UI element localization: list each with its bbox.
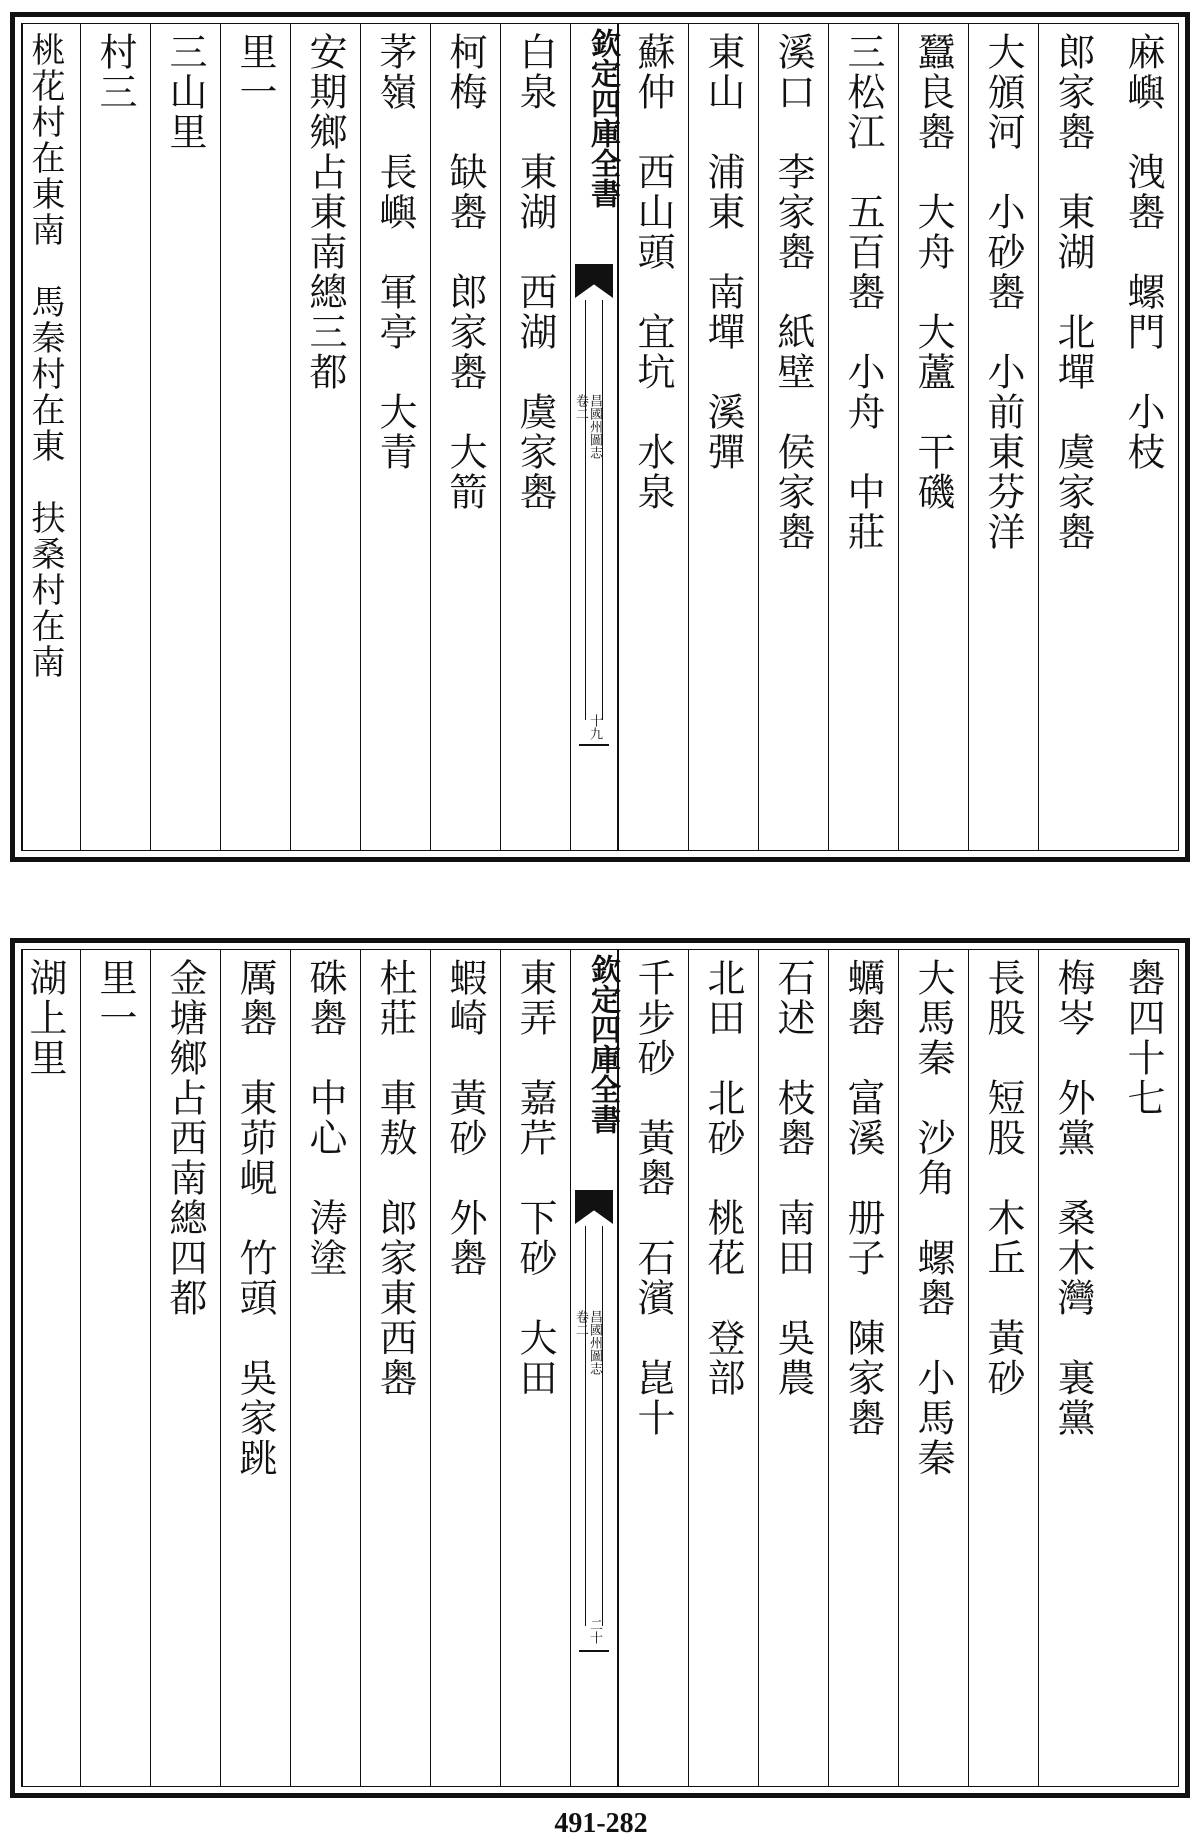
text-column: 長股 短股 木丘 黃砂 (968, 950, 1038, 1786)
text-column: 茅嶺 長嶼 軍亭 大青 (360, 24, 430, 850)
folio-number: 二十 (587, 1618, 602, 1644)
spine-top (570, 24, 618, 850)
text-column: 石述 枝嶴 南田 吳農 (758, 950, 828, 1786)
text-column: 湖上里 (22, 950, 80, 1786)
text-column: 里一 (220, 24, 290, 850)
text-column: 三松江 五百嶴 小舟 中莊 (828, 24, 898, 850)
text-column: 金塘鄉占西南總四都 (150, 950, 220, 1786)
fish-tail-mark (575, 264, 613, 298)
text-column: 桃花村在東南 馬秦村在東 扶桑村在南 (22, 24, 80, 850)
series-title: 欽定四庫全書 (585, 28, 620, 208)
text-column: 白泉 東湖 西湖 虞家嶴 (500, 24, 570, 850)
text-column: 蠶良嶴 大舟 大蘆 干磯 (898, 24, 968, 850)
volume-label: 卷二 (573, 1310, 588, 1336)
page-bottom-frame (21, 949, 1179, 1787)
page-number-footer: 491-282 (554, 1808, 648, 1839)
text-column: 千步砂 黃嶴 石濱 崑十 (618, 950, 688, 1786)
spine-bottom (570, 950, 618, 1786)
text-column: 大頒河 小砂嶴 小前東芬洋 (968, 24, 1038, 850)
page-bottom (10, 938, 1190, 1798)
text-column: 村三 (80, 24, 150, 850)
text-column: 杜莊 車敖 郎家東西嶴 (360, 950, 430, 1786)
text-column: 溪口 李家嶴 紙壁 侯家嶴 (758, 24, 828, 850)
text-column: 東山 浦東 南墠 溪彈 (688, 24, 758, 850)
text-column: 蘇仲 西山頭 宜坑 水泉 (618, 24, 688, 850)
text-column: 厲嶴 東茆峴 竹頭 吳家跳 (220, 950, 290, 1786)
page-top-frame (21, 23, 1179, 851)
text-column: 安期鄉占東南總三都 (290, 24, 360, 850)
text-column: 嶴四十七 (1121, 958, 1165, 1118)
series-title: 欽定四庫全書 (585, 954, 620, 1134)
book-title: 昌國州圖志 (587, 1310, 602, 1375)
text-column: 里一 (80, 950, 150, 1786)
text-column: 硃嶴 中心 涛塗 (290, 950, 360, 1786)
folio-number: 十九 (587, 714, 602, 740)
book-title: 昌國州圖志 (587, 394, 602, 459)
volume-label: 卷二 (573, 394, 588, 420)
page-top (10, 12, 1190, 862)
fish-tail-mark (575, 1190, 613, 1224)
text-column: 東弄 嘉芹 下砂 大田 (500, 950, 570, 1786)
text-column: 郎家嶴 東湖 北墠 虞家嶴 (1038, 24, 1108, 850)
text-column: 梅岑 外黨 桑木灣 裏黨 (1038, 950, 1108, 1786)
text-column: 三山里 (150, 24, 220, 850)
text-column: 大馬秦 沙角 螺嶴 小馬秦 (898, 950, 968, 1786)
text-column: 麻嶼 洩嶴 螺門 小枝 (1121, 32, 1165, 472)
text-column: 柯梅 缺嶴 郎家嶴 大箭 (430, 24, 500, 850)
text-column: 北田 北砂 桃花 登部 (688, 950, 758, 1786)
text-column: 蠣嶴 富溪 册子 陳家嶴 (828, 950, 898, 1786)
text-column: 蝦崎 黃砂 外嶴 (430, 950, 500, 1786)
